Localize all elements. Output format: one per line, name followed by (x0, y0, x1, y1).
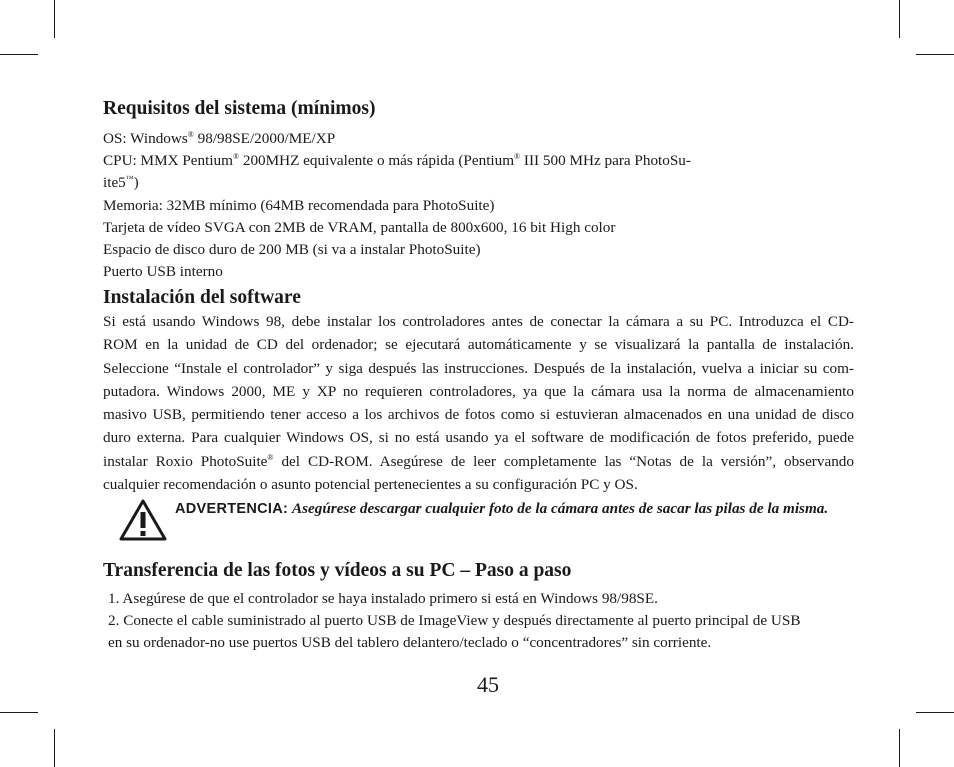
crop-mark (899, 729, 900, 767)
requirements-heading: Requisitos del sistema (mínimos) (103, 98, 376, 119)
warning-label: ADVERTENCIA: (175, 501, 289, 517)
req-usb: Puerto USB interno (103, 263, 223, 280)
warning-body: Asegúrese descargar cualquier foto de la cámara antes de sacar las pilas de la misma. (291, 500, 829, 517)
req-memory: Memoria: 32MB mínimo (64MB recomendada para PhotoSuite) (103, 197, 495, 214)
crop-mark (0, 712, 38, 713)
install-line: masivo USB, permitiendo tener acceso a los archivos de fotos como si estuvieran almacenados en una unidad de disco (103, 406, 854, 424)
install-line: Seleccione “Instale el controlador” y siga después las instrucciones. Después de la instalación, vuelva a iniciar su com- (103, 359, 854, 377)
req-cpu: CPU: MMX Pentium® 200MHZ equivalente o más rápida (Pentium® III 500 MHz para PhotoSu- (103, 151, 691, 169)
install-paragraph (103, 310, 854, 496)
step-2-line-2: en su ordenador-no use puertos USB del tablero delantero/teclado o “concentradores” sin corriente. (108, 634, 712, 651)
step-1: 1. Asegúrese de que el controlador se haya instalado primero si está en Windows 98/98SE. (108, 590, 658, 607)
warning-text (175, 497, 855, 521)
page-number: 45 (477, 672, 499, 697)
crop-mark (0, 54, 38, 55)
crop-mark (899, 0, 900, 38)
install-line: putadora. Windows 2000, ME y XP no requieren controladores, ya que la cámara usa la norma de almacenamiento (103, 382, 854, 400)
crop-mark (54, 0, 55, 38)
install-line: duro externa. Para cualquier Windows OS, si no está usando ya el software de modificación de fotos preferido, puede (103, 429, 854, 447)
install-line: instalar Roxio PhotoSuite® del CD-ROM. Asegúrese de leer completamente las “Notas de la versión”, observando (103, 452, 854, 470)
install-line: ROM en la unidad de CD del ordenador; se ejecutará automáticamente y se visualizará la pantalla de instalación. (103, 336, 854, 354)
install-line: Si está usando Windows 98, debe instalar los controladores antes de conectar la cámara a su PC. Introduzca el CD- (103, 313, 854, 330)
crop-mark (54, 729, 55, 767)
install-heading: Instalación del software (103, 287, 301, 308)
install-line: cualquier recomendación o asunto potencial pertenecientes a su configuración PC y OS. (103, 476, 638, 494)
req-video: Tarjeta de vídeo SVGA con 2MB de VRAM, pantalla de 800x600, 16 bit High color (103, 219, 616, 236)
req-cpu-cont: ite5™) (103, 173, 139, 191)
step-2-line-1: 2. Conecte el cable suministrado al puerto USB de ImageView y después directamente al puerto principal de USB (108, 612, 801, 629)
transfer-heading: Transferencia de las fotos y vídeos a su PC – Paso a paso (103, 560, 572, 581)
crop-mark (916, 712, 954, 713)
warning-icon (118, 498, 168, 542)
crop-mark (916, 54, 954, 55)
req-disk: Espacio de disco duro de 200 MB (si va a instalar PhotoSuite) (103, 241, 481, 258)
req-os: OS: Windows® 98/98SE/2000/ME/XP (103, 129, 336, 147)
